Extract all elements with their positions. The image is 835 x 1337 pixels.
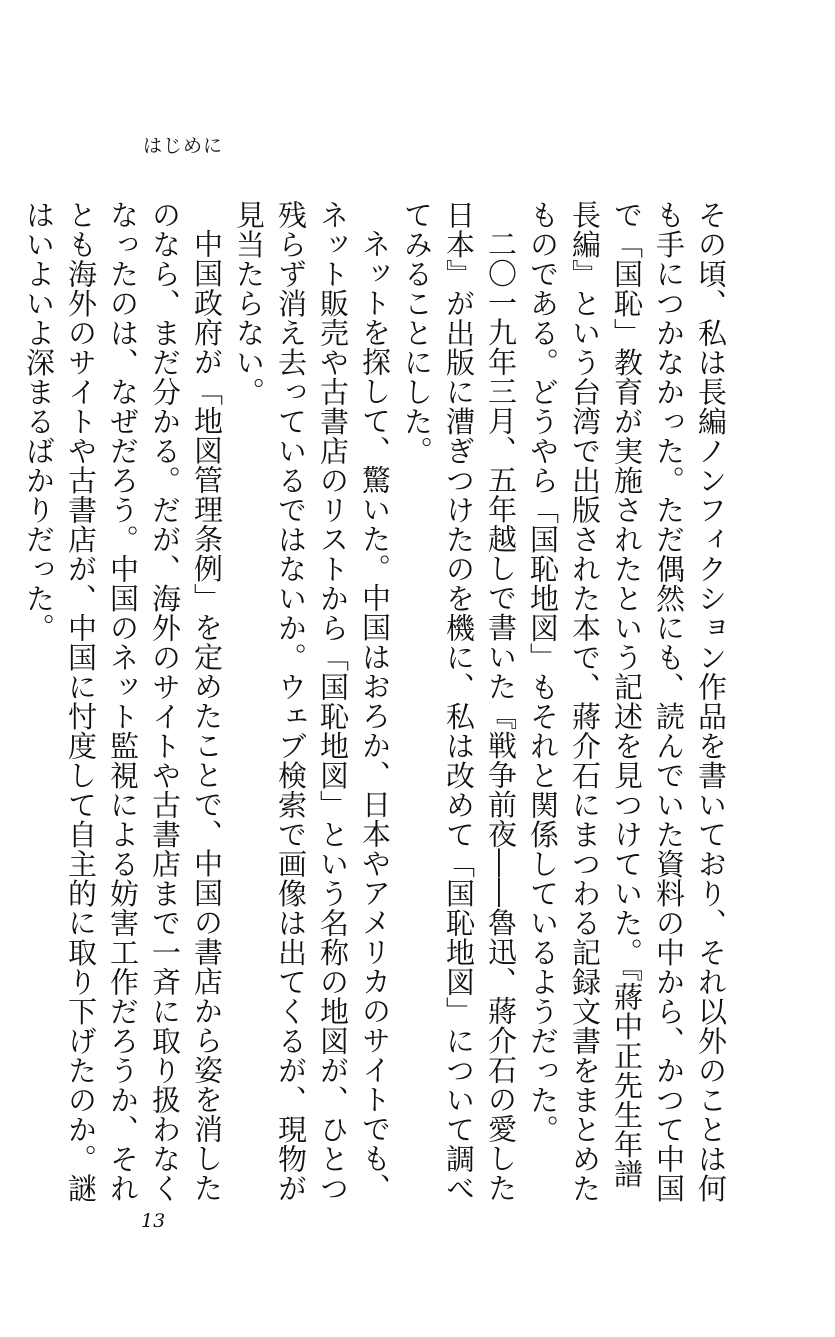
body-text — [22, 200, 732, 1210]
paragraph: 二〇一九年三月、五年越しで書いた『戦争前夜――魯迅、蔣介石の愛した日本』が出版に漕ぎつけたのを機に、私は改めて「国恥地図」について調べてみることにした。 — [400, 200, 518, 1203]
section-title: はじめに — [143, 135, 224, 157]
page-number: 13 — [141, 1210, 166, 1232]
paragraph: 中国政府が「地図管理条例」を定めたことで、中国の書店から姿を消したのなら、まだ分かる。だが、海外のサイトや古書店まで一斉に取り扱わなくなったのは、なぜだろう。中国のネット監視による妨害工作だろうか、それとも海外のサイトや古書店が、中国に忖度して自主的に取り下げたのか。謎はいよいよ深まるばかりだった。 — [22, 200, 224, 1203]
paragraph: その頃、私は長編ノンフィクション作品を書いており、それ以外のことは何も手につかなかった。ただ偶然にも、読んでいた資料の中から、かつて中国で「国恥」教育が実施されたという記述を見つけていた。『蔣中正先生年譜長編』という台湾で出版された本で、蔣介石にまつわる記録文書をまとめたものである。どうやら「国恥地図」もそれと関係しているようだった。 — [526, 200, 728, 1203]
paragraph: ネットを探して、驚いた。中国はおろか、日本やアメリカのサイトでも、ネット販売や古書店のリストから「国恥地図」という名称の地図が、ひとつ残らず消え去っているではないか。ウェブ検索で画像は出てくるが、現物が見当たらない。 — [232, 200, 392, 1203]
